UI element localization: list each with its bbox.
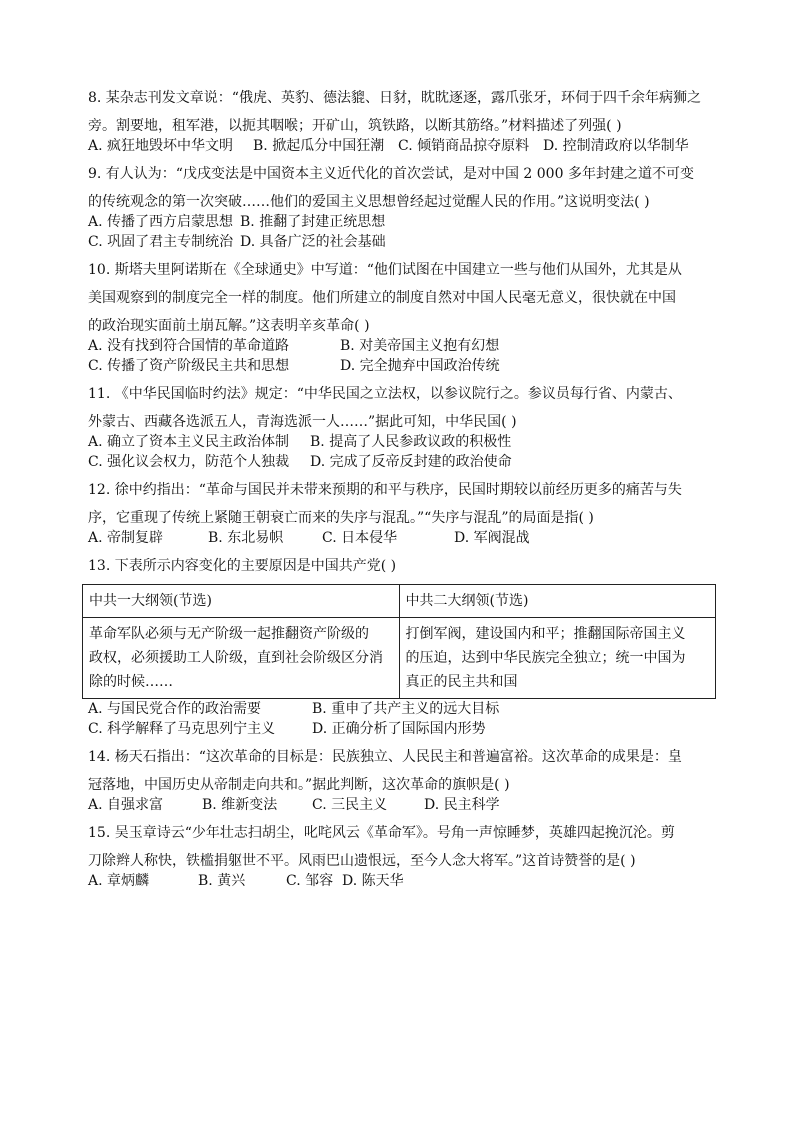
table-body-right-line: 真正的民主共和国	[405, 674, 518, 690]
q12-options	[88, 528, 714, 548]
q10-option-a: A. 没有找到符合国情的革命道路	[88, 338, 290, 354]
q11-options-row-1	[88, 432, 714, 452]
q15-option-c: C. 邹容	[286, 873, 334, 889]
q11-stem-line-1: 11. 《中华民国临时约法》规定：“中华民国之立法权，以参议院行之。参议员每行省、内蒙古、	[88, 386, 682, 402]
q13-stem-line-1: 13. 下表所示内容变化的主要原因是中国共产党( )	[88, 558, 397, 574]
q11-option-b: B. 提高了人民参政议政的积极性	[310, 434, 512, 450]
q10-stem-line-1: 10. 斯塔夫里阿诺斯在《全球通史》中写道：“他们试图在中国建立一些与他们从国外，尤其是从	[88, 262, 682, 278]
q9-stem-line-1: 9. 有人认为：“戊戌变法是中国资本主义近代化的首次尝试，是对中国 2 000 多年封建之道不可变	[88, 166, 694, 182]
table-body-left	[83, 618, 400, 699]
q10-option-b: B. 对美帝国主义抱有幻想	[340, 338, 500, 354]
q9-options-row-1	[88, 212, 714, 232]
q11-option-c: C. 强化议会权力，防范个人独裁	[88, 454, 290, 470]
q13-options-row-2	[88, 719, 714, 739]
q10-option-d: D. 完全抛弃中国政治传统	[340, 358, 500, 374]
q13-option-c: C. 科学解释了马克思列宁主义	[88, 721, 276, 737]
q10-option-c: C. 传播了资产阶级民主共和思想	[88, 358, 290, 374]
table-header-left-text: 中共一大纲领(节选)	[89, 593, 212, 609]
q9-option-d: D. 具备广泛的社会基础	[240, 234, 386, 250]
q10-stem-line-3: 的政治现实面前土崩瓦解。”这表明辛亥革命( )	[88, 318, 370, 334]
q12-option-b: B. 东北易帜	[208, 530, 284, 546]
q14-option-d: D. 民主科学	[424, 797, 500, 813]
q12-option-c: C. 日本侵华	[322, 530, 398, 546]
q14-stem-line-1: 14. 杨天石指出：“这次革命的目标是：民族独立、人民民主和普遍富裕。这次革命的成果是：皇	[88, 749, 682, 765]
q13-comparison-table	[82, 584, 716, 699]
q11-option-a: A. 确立了资本主义民主政治体制	[88, 434, 290, 450]
q9-option-a: A. 传播了西方启蒙思想	[88, 214, 234, 230]
q11-stem-line-2: 外蒙古、西藏各选派五人，青海选派一人……”据此可知，中华民国( )	[88, 414, 517, 430]
q13-option-a: A. 与国民党合作的政治需要	[88, 701, 262, 717]
q10-stem-line-2: 美国观察到的制度完全一样的制度。他们所建立的制度自然对中国人民毫无意义，很快就在中国	[88, 290, 676, 306]
q14-option-b: B. 维新变法	[202, 797, 278, 813]
table-body-left-line: 除的时候……	[89, 674, 173, 690]
table-row	[83, 585, 716, 618]
q14-option-c: C. 三民主义	[312, 797, 388, 813]
table-body-right	[399, 618, 716, 699]
q9-option-c: C. 巩固了君主专制统治	[88, 234, 234, 250]
q10-options-row-2	[88, 356, 714, 376]
table-body-right-line: 打倒军阀，建设国内和平；推翻国际帝国主义	[405, 626, 686, 642]
table-body-left-line: 政权，必须援助工人阶级，直到社会阶级区分消	[89, 650, 383, 666]
q15-stem-line-1: 15. 吴玉章诗云“少年壮志扫胡尘，叱咤风云《革命军》。号角一声惊睡梦，英雄四起挽沉沦。剪	[88, 825, 675, 841]
q12-option-a: A. 帝制复辟	[88, 530, 164, 546]
q13-option-d: D. 正确分析了国际国内形势	[312, 721, 486, 737]
exam-page	[88, 88, 714, 891]
q12-stem-line-1: 12. 徐中约指出：“革命与国民并未带来预期的和平与秩序，民国时期较以前经历更多的痛苦与失	[88, 482, 682, 498]
q14-options	[88, 795, 714, 815]
q8-option-b: B. 掀起瓜分中国狂潮	[253, 138, 385, 154]
q10-options-row-1	[88, 336, 714, 356]
q12-stem-line-2: 序，它重现了传统上紧随王朝衰亡而来的失序与混乱。”“失序与混乱”的局面是指( )	[88, 510, 594, 526]
q9-stem-line-2: 的传统观念的第一次突破……他们的爱国主义思想曾经起过觉醒人民的作用。”这说明变法( )	[88, 194, 650, 210]
q11-options-row-2	[88, 452, 714, 472]
q12-option-d: D. 军阀混战	[454, 530, 530, 546]
q8-option-c: C. 倾销商品掠夺原料	[398, 138, 530, 154]
q8-option-a: A. 疯狂地毁坏中华文明	[88, 138, 234, 154]
q8-option-d: D. 控制清政府以华制华	[543, 138, 689, 154]
q11-option-d: D. 完成了反帝反封建的政治使命	[310, 454, 512, 470]
q14-option-a: A. 自强求富	[88, 797, 164, 813]
table-body-left-line: 革命军队必须与无产阶级一起推翻资产阶级的	[89, 626, 369, 642]
q8-options	[88, 136, 714, 156]
q9-option-b: B. 推翻了封建正统思想	[240, 214, 386, 230]
q15-option-d: D. 陈天华	[342, 873, 404, 889]
table-header-right	[399, 585, 716, 618]
q15-option-b: B. 黄兴	[198, 873, 246, 889]
q9-options-row-2	[88, 232, 714, 252]
q15-option-a: A. 章炳麟	[88, 873, 150, 889]
q13-options-row-1	[88, 699, 714, 719]
q15-stem-line-2: 刀除辫人称快，铁槛捐躯世不平。风雨巴山遗恨远，至今人念大将军。”这首诗赞誉的是( )	[88, 853, 636, 869]
q15-options	[88, 871, 714, 891]
table-body-right-line: 的压迫，达到中华民族完全独立；统一中国为	[405, 650, 686, 666]
q13-option-b: B. 重申了共产主义的远大目标	[312, 701, 500, 717]
table-header-left	[83, 585, 400, 618]
q14-stem-line-2: 冠落地，中国历史从帝制走向共和。”据此判断，这次革命的旗帜是( )	[88, 777, 510, 793]
q8-stem-line-2: 旁。割要地，租军港，以扼其咽喉；开矿山，筑铁路，以断其筋络。”材料描述了列强( )	[88, 118, 622, 134]
table-header-right-text: 中共二大纲领(节选)	[405, 593, 529, 609]
q8-stem-line-1: 8. 某杂志刊发文章说：“俄虎、英豹、德法貔、日豺，眈眈逐逐，露爪张牙，环伺于四千余年病狮之	[88, 90, 701, 106]
table-row	[83, 618, 716, 699]
